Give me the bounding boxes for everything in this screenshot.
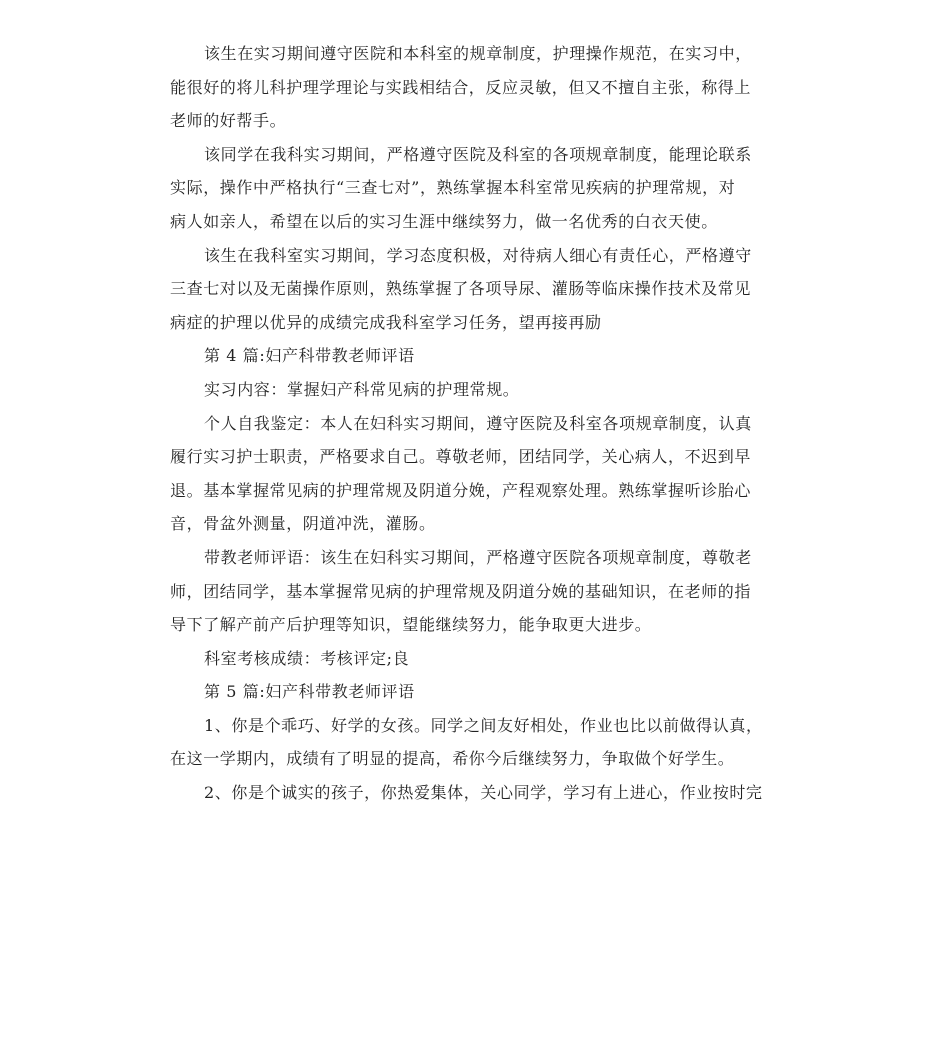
text-line: 第 4 篇:妇产科带教老师评语 — [204, 346, 415, 366]
text-line: 老师的好帮手。 — [170, 111, 287, 131]
paragraph — [170, 239, 778, 340]
text-line: 音，骨盆外测量，阴道冲洗，灌肠。 — [170, 514, 436, 534]
text-line: 实际，操作中严格执行“三查七对”，熟练掌握本科室常见疾病的护理常规，对 — [170, 178, 736, 198]
text-line: 履行实习护士职责，严格要求自己。尊敬老师，团结同学，关心病人，不迟到早 — [170, 447, 752, 467]
text-line: 师，团结同学，基本掌握常见病的护理常规及阴道分娩的基础知识，在老师的指 — [170, 581, 752, 601]
paragraph — [170, 138, 778, 239]
section-heading — [170, 675, 778, 709]
text-line: 退。基本掌握常见病的护理常规及阴道分娩，产程观察处理。熟练掌握听诊胎心 — [170, 480, 752, 500]
text-line: 三查七对以及无菌操作原则，熟练掌握了各项导尿、灌肠等临床操作技术及常见 — [170, 279, 752, 299]
section-heading — [170, 339, 778, 373]
text-line: 该生在实习期间遵守医院和本科室的规章制度，护理操作规范，在实习中， — [204, 44, 752, 63]
text-line: 1、你是个乖巧、好学的女孩。同学之间友好相处，作业也比以前做得认真， — [204, 715, 763, 735]
paragraph — [170, 541, 778, 642]
text-line: 科室考核成绩：考核评定;良 — [204, 648, 410, 668]
paragraph — [170, 709, 778, 776]
text-line: 该生在我科室实习期间，学习态度积极，对待病人细心有责任心，严格遵守 — [204, 245, 752, 265]
paragraph — [170, 37, 778, 138]
text-line: 病人如亲人，希望在以后的实习生涯中继续努力，做一名优秀的白衣天使。 — [170, 211, 718, 231]
text-line: 第 5 篇:妇产科带教老师评语 — [204, 682, 415, 702]
document-page — [170, 37, 778, 810]
text-line: 能很好的将儿科护理学理论与实践相结合，反应灵敏，但又不擅自主张，称得上 — [170, 77, 752, 97]
paragraph — [170, 407, 778, 541]
text-line: 该同学在我科实习期间，严格遵守医院及科室的各项规章制度，能理论联系 — [204, 144, 752, 164]
text-line: 个人自我鉴定：本人在妇科实习期间，遵守医院及科室各项规章制度，认真 — [204, 413, 752, 433]
text-line: 带教老师评语：该生在妇科实习期间，严格遵守医院各项规章制度，尊敬老 — [204, 547, 752, 567]
text-line: 2、你是个诚实的孩子，你热爱集体，关心同学，学习有上进心，作业按时完 — [204, 783, 763, 803]
paragraph — [170, 776, 778, 810]
text-line: 在这一学期内，成绩有了明显的提高，希你今后继续努力，争取做个好学生。 — [170, 749, 735, 769]
paragraph — [170, 373, 778, 407]
text-line: 实习内容：掌握妇产科常见病的护理常规。 — [204, 379, 520, 399]
paragraph — [170, 642, 778, 676]
text-line: 导下了解产前产后护理等知识，望能继续努力，能争取更大进步。 — [170, 615, 652, 635]
text-line: 病症的护理以优异的成绩完成我科室学习任务，望再接再励 — [170, 312, 602, 332]
